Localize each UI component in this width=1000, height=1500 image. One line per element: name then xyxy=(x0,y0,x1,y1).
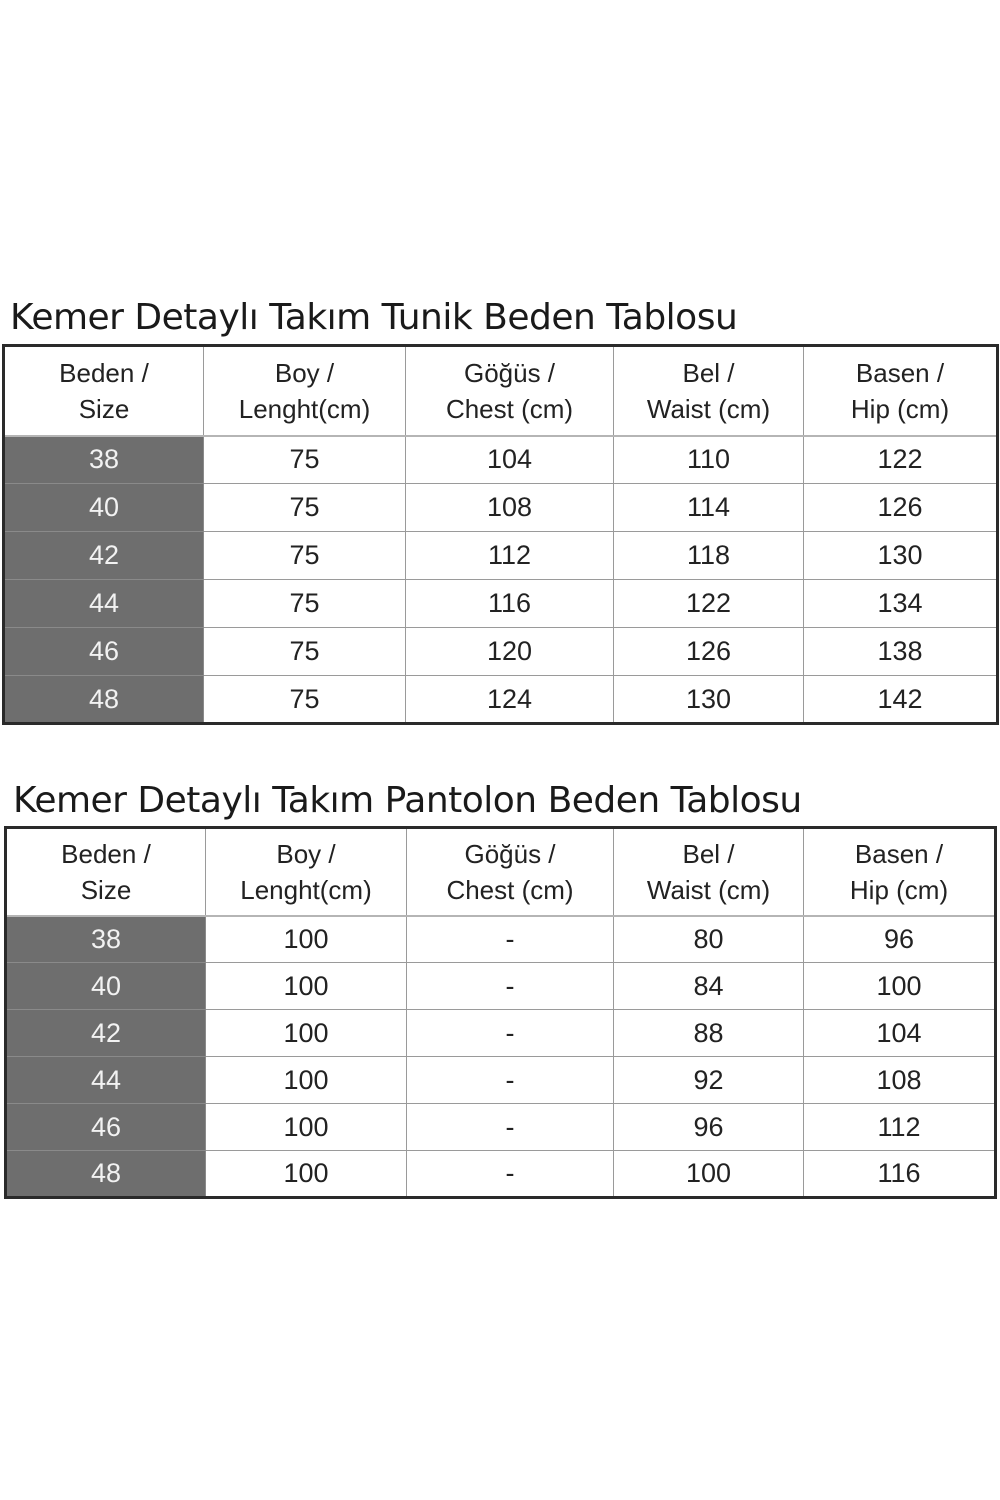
table-row xyxy=(4,676,998,724)
header-waist: Bel / Waist (cm) xyxy=(614,828,804,916)
waist-cell: 126 xyxy=(614,628,804,676)
header-chest: Göğüs / Chest (cm) xyxy=(406,346,614,436)
size-cell: 42 xyxy=(6,1010,206,1057)
size-cell: 40 xyxy=(4,484,204,532)
waist-cell: 88 xyxy=(614,1010,804,1057)
table-row xyxy=(6,1151,996,1198)
tunik-table-title: Kemer Detaylı Takım Tunik Beden Tablosu xyxy=(10,297,738,338)
hip-cell: 96 xyxy=(804,916,996,963)
length-cell: 100 xyxy=(206,1104,407,1151)
header-length: Boy / Lenght(cm) xyxy=(206,828,407,916)
table-row xyxy=(6,1057,996,1104)
length-cell: 100 xyxy=(206,1151,407,1198)
hip-cell: 108 xyxy=(804,1057,996,1104)
hip-cell: 138 xyxy=(804,628,998,676)
size-cell: 38 xyxy=(6,916,206,963)
waist-cell: 84 xyxy=(614,963,804,1010)
table-header-row xyxy=(4,346,998,436)
tunik-size-table xyxy=(2,344,999,725)
waist-cell: 80 xyxy=(614,916,804,963)
header-length: Boy / Lenght(cm) xyxy=(204,346,406,436)
chest-cell: - xyxy=(407,1057,614,1104)
length-cell: 75 xyxy=(204,436,406,484)
hip-cell: 126 xyxy=(804,484,998,532)
chest-cell: 104 xyxy=(406,436,614,484)
size-cell: 44 xyxy=(6,1057,206,1104)
chest-cell: 116 xyxy=(406,580,614,628)
chest-cell: - xyxy=(407,1010,614,1057)
length-cell: 75 xyxy=(204,532,406,580)
chest-cell: 108 xyxy=(406,484,614,532)
size-cell: 44 xyxy=(4,580,204,628)
length-cell: 100 xyxy=(206,916,407,963)
length-cell: 75 xyxy=(204,580,406,628)
pantolon-size-table xyxy=(4,826,997,1199)
chest-cell: 120 xyxy=(406,628,614,676)
chest-cell: 124 xyxy=(406,676,614,724)
header-hip: Basen / Hip (cm) xyxy=(804,828,996,916)
waist-cell: 110 xyxy=(614,436,804,484)
size-cell: 48 xyxy=(4,676,204,724)
hip-cell: 104 xyxy=(804,1010,996,1057)
header-waist: Bel / Waist (cm) xyxy=(614,346,804,436)
size-cell: 42 xyxy=(4,532,204,580)
waist-cell: 118 xyxy=(614,532,804,580)
length-cell: 75 xyxy=(204,676,406,724)
header-size: Beden / Size xyxy=(6,828,206,916)
hip-cell: 112 xyxy=(804,1104,996,1151)
header-size: Beden / Size xyxy=(4,346,204,436)
waist-cell: 100 xyxy=(614,1151,804,1198)
chest-cell: 112 xyxy=(406,532,614,580)
length-cell: 75 xyxy=(204,484,406,532)
waist-cell: 114 xyxy=(614,484,804,532)
table-row xyxy=(4,580,998,628)
header-chest: Göğüs / Chest (cm) xyxy=(407,828,614,916)
chest-cell: - xyxy=(407,963,614,1010)
hip-cell: 130 xyxy=(804,532,998,580)
waist-cell: 122 xyxy=(614,580,804,628)
table-row xyxy=(4,628,998,676)
length-cell: 100 xyxy=(206,1010,407,1057)
hip-cell: 122 xyxy=(804,436,998,484)
table-row xyxy=(6,963,996,1010)
chest-cell: - xyxy=(407,916,614,963)
table-row xyxy=(4,484,998,532)
length-cell: 100 xyxy=(206,1057,407,1104)
hip-cell: 142 xyxy=(804,676,998,724)
header-hip: Basen / Hip (cm) xyxy=(804,346,998,436)
length-cell: 75 xyxy=(204,628,406,676)
pantolon-table-title: Kemer Detaylı Takım Pantolon Beden Tablosu xyxy=(13,780,802,821)
table-header-row xyxy=(6,828,996,916)
size-cell: 48 xyxy=(6,1151,206,1198)
table-row xyxy=(6,916,996,963)
length-cell: 100 xyxy=(206,963,407,1010)
hip-cell: 116 xyxy=(804,1151,996,1198)
waist-cell: 130 xyxy=(614,676,804,724)
table-row xyxy=(4,532,998,580)
size-cell: 46 xyxy=(6,1104,206,1151)
hip-cell: 134 xyxy=(804,580,998,628)
chest-cell: - xyxy=(407,1104,614,1151)
waist-cell: 96 xyxy=(614,1104,804,1151)
size-cell: 38 xyxy=(4,436,204,484)
table-row xyxy=(4,436,998,484)
waist-cell: 92 xyxy=(614,1057,804,1104)
table-row xyxy=(6,1010,996,1057)
size-cell: 46 xyxy=(4,628,204,676)
table-row xyxy=(6,1104,996,1151)
chest-cell: - xyxy=(407,1151,614,1198)
size-cell: 40 xyxy=(6,963,206,1010)
hip-cell: 100 xyxy=(804,963,996,1010)
